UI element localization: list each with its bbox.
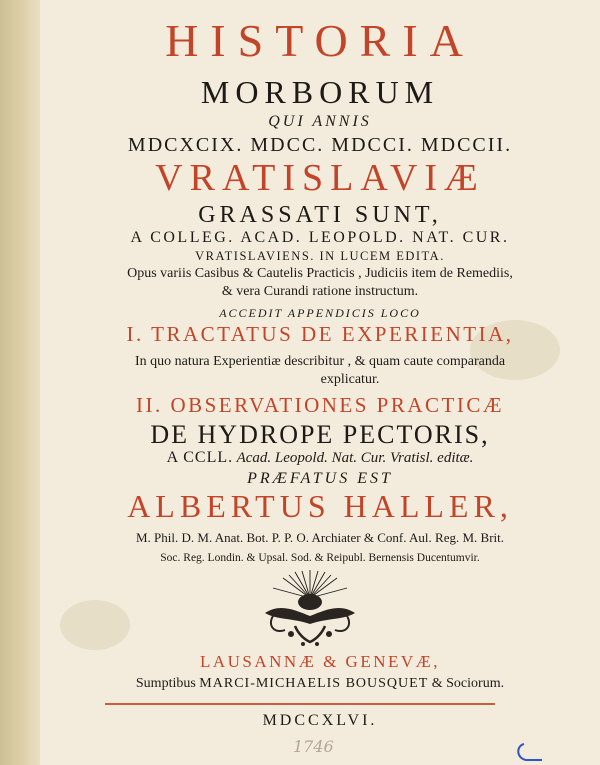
paper-stain — [60, 600, 130, 650]
opus-line-2: & vera Curandi ratione instructum. — [221, 284, 419, 299]
title-morborum: MORBORUM — [200, 74, 440, 110]
city-vratislaviae: VRATISLAVIÆ — [155, 157, 485, 199]
tractatus-line: I. TRACTATUS DE EXPERIENTIA, — [126, 322, 514, 346]
title-historia: HISTORIA — [165, 15, 475, 66]
binding-gutter — [0, 0, 40, 765]
author-titles-1: M. Phil. D. M. Anat. Bot. P. P. O. Archiater & Conf. Aul. Reg. M. Brit. — [136, 530, 504, 545]
author-name: ALBERTUS HALLER, — [127, 488, 513, 524]
printer-ornament-icon — [255, 568, 365, 648]
publisher-name: MARCI-MICHAELIS BOUSQUET — [199, 676, 429, 691]
ccll-text: Acad. Leopold. Nat. Cur. Vratisl. editæ. — [236, 450, 474, 466]
accedit-line: ACCEDIT APPENDICIS LOCO — [219, 306, 421, 320]
handwritten-year: 1746 — [293, 737, 334, 756]
collegium-line: A COLLEG. ACAD. LEOPOLD. NAT. CUR. — [130, 229, 510, 246]
ccll-prefix: A CCLL. — [166, 449, 234, 466]
years-line: MDCXCIX. MDCC. MDCCI. MDCCII. — [127, 134, 513, 156]
subtitle-qui-annis: QUI ANNIS — [268, 113, 372, 130]
red-rule-divider — [105, 703, 495, 705]
ccll-line — [40, 449, 600, 467]
sociorum-word: & Sociorum. — [431, 676, 505, 691]
imprint-date: MDCCXLVI. — [262, 712, 378, 729]
grassati-line: GRASSATI SUNT, — [198, 202, 442, 228]
imprint-publisher — [40, 676, 600, 692]
author-titles-2: Soc. Reg. Londin. & Upsal. Sod. & Reipubl. Bernensis Ducentumvir. — [160, 552, 480, 564]
in-quo-line-2: explicatur. — [320, 372, 380, 387]
opus-line-1: Opus variis Casibus & Cautelis Practicis , Judiciis item de Remediis, — [127, 266, 513, 281]
sumptibus-word: Sumptibus — [135, 676, 196, 691]
praefatus-line: PRÆFATUS EST — [247, 470, 393, 487]
blue-ink-mark — [512, 740, 552, 764]
vratislaviens-line: VRATISLAVIENS. IN LUCEM EDITA. — [195, 249, 445, 263]
hydrope-line: DE HYDROPE PECTORIS, — [150, 420, 490, 449]
observationes-line: II. OBSERVATIONES PRACTICÆ — [135, 393, 505, 417]
imprint-place: LAUSANNÆ & GENEVÆ, — [199, 652, 441, 671]
in-quo-line-1: In quo natura Experientiæ describitur , & quam caute comparanda — [134, 354, 506, 369]
